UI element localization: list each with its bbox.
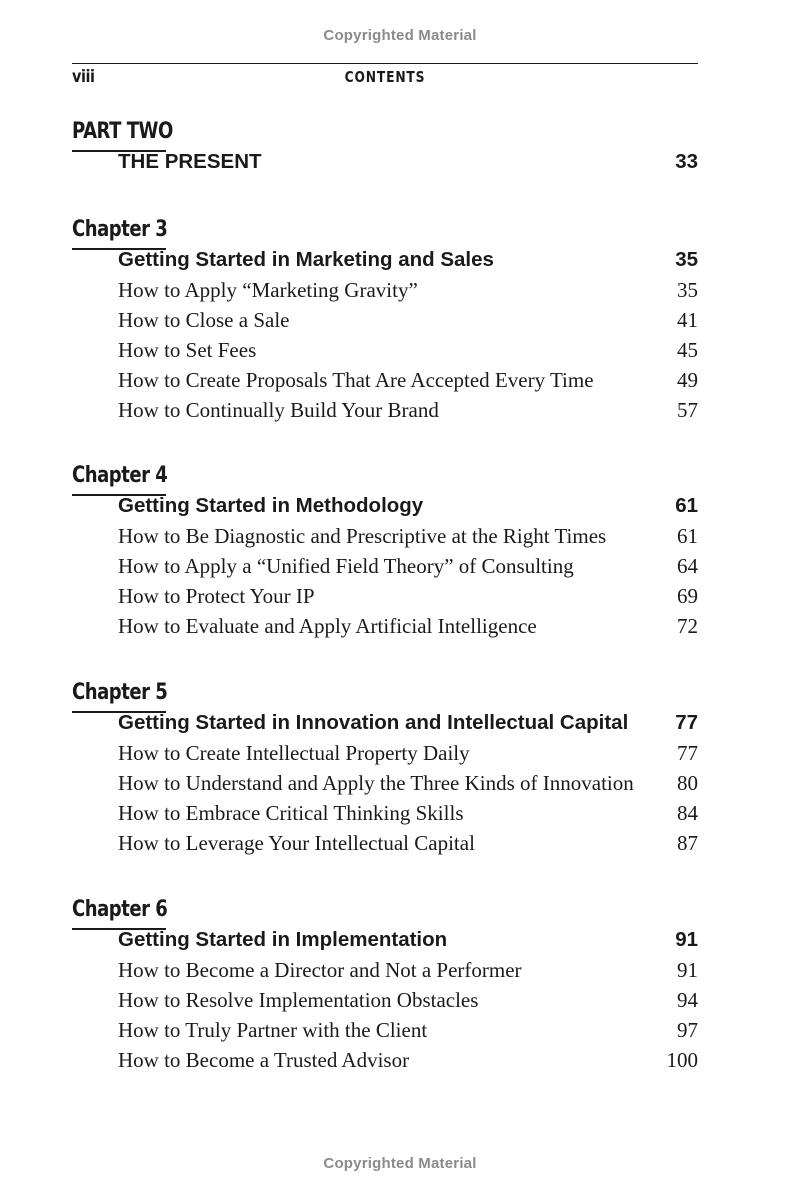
entry-page-number: 91 [677, 958, 698, 982]
entry-page-number: 80 [677, 771, 698, 795]
entry-page-number: 41 [677, 308, 698, 332]
toc-subentry[interactable] [118, 368, 698, 398]
entry-title: How to Set Fees [118, 338, 257, 362]
section-heading: Chapter 6 [72, 897, 168, 922]
entry-page-number: 61 [677, 524, 698, 548]
entry-title: How to Truly Partner with the Client [118, 1018, 428, 1042]
entry-title: How to Apply “Marketing Gravity” [118, 278, 418, 302]
toc-chapter-entry[interactable] [118, 150, 698, 180]
entry-page-number: 84 [677, 801, 698, 825]
entry-title: How to Understand and Apply the Three Kinds of Innovation [118, 771, 634, 795]
toc-subentry[interactable] [118, 278, 698, 308]
entry-title: How to Apply a “Unified Field Theory” of Consulting [118, 554, 574, 578]
toc-subentry[interactable] [118, 801, 698, 831]
watermark-bottom: Copyrighted Material [323, 1155, 477, 1172]
entry-title: How to Close a Sale [118, 308, 290, 332]
running-head [72, 63, 698, 90]
toc-section [72, 679, 698, 855]
toc-chapter-entry[interactable] [118, 928, 698, 958]
toc-subentry[interactable] [118, 958, 698, 988]
entry-title: How to Become a Trusted Advisor [118, 1048, 410, 1072]
entry-page-number: 87 [677, 831, 698, 855]
entry-page-number: 49 [677, 368, 698, 392]
entry-page-number: 64 [677, 554, 698, 578]
toc-section [72, 896, 698, 1072]
entry-title: Getting Started in Innovation and Intellectual Capital [118, 711, 629, 734]
entry-title: Getting Started in Marketing and Sales [118, 248, 494, 271]
entry-title: How to Create Intellectual Property Daily [118, 741, 470, 765]
watermark-top: Copyrighted Material [323, 27, 477, 44]
toc-subentry[interactable] [118, 338, 698, 368]
entry-title: How to Continually Build Your Brand [118, 398, 439, 422]
running-head-title: CONTENTS [344, 68, 426, 86]
toc-subentry[interactable] [118, 554, 698, 584]
entry-title: How to Create Proposals That Are Accepted Every Time [118, 368, 594, 392]
entry-title: How to Become a Director and Not a Performer [118, 958, 522, 982]
entry-title: How to Be Diagnostic and Prescriptive at the Right Times [118, 524, 607, 548]
entry-page-number: 57 [677, 398, 698, 422]
entry-title: How to Resolve Implementation Obstacles [118, 988, 479, 1012]
section-heading: Chapter 3 [72, 217, 168, 242]
entry-title: Getting Started in Implementation [118, 928, 448, 951]
entry-title: Getting Started in Methodology [118, 494, 424, 517]
toc-subentry[interactable] [118, 524, 698, 554]
entry-page-number: 91 [675, 928, 698, 951]
entry-title: How to Evaluate and Apply Artificial Intelligence [118, 614, 537, 638]
entry-page-number: 94 [677, 988, 698, 1012]
page-number: viii [72, 67, 95, 87]
entry-title: THE PRESENT [118, 150, 262, 173]
entry-page-number: 45 [677, 338, 698, 362]
entry-page-number: 35 [677, 278, 698, 302]
section-heading: PART TWO [72, 119, 173, 144]
toc-section [72, 216, 698, 422]
toc-subentry[interactable] [118, 614, 698, 644]
toc-subentry[interactable] [118, 308, 698, 338]
entry-title: How to Leverage Your Intellectual Capital [118, 831, 475, 855]
toc-section [72, 118, 698, 173]
toc-subentry[interactable] [118, 988, 698, 1018]
toc-section [72, 462, 698, 638]
entry-page-number: 69 [677, 584, 698, 608]
entry-page-number: 72 [677, 614, 698, 638]
section-heading: Chapter 5 [72, 680, 168, 705]
entry-page-number: 61 [675, 494, 698, 517]
entry-page-number: 33 [675, 150, 698, 173]
entry-page-number: 77 [677, 741, 698, 765]
toc-chapter-entry[interactable] [118, 711, 698, 741]
toc-subentry[interactable] [118, 1048, 698, 1078]
toc-subentry[interactable] [118, 741, 698, 771]
toc-subentry[interactable] [118, 771, 698, 801]
toc-subentry[interactable] [118, 1018, 698, 1048]
entry-page-number: 77 [675, 711, 698, 734]
section-heading: Chapter 4 [72, 463, 168, 488]
entry-page-number: 97 [677, 1018, 698, 1042]
entry-page-number: 100 [666, 1048, 698, 1072]
entry-title: How to Embrace Critical Thinking Skills [118, 801, 464, 825]
toc-subentry[interactable] [118, 584, 698, 614]
entry-page-number: 35 [675, 248, 698, 271]
toc-chapter-entry[interactable] [118, 494, 698, 524]
toc-subentry[interactable] [118, 398, 698, 428]
toc-subentry[interactable] [118, 831, 698, 861]
toc-chapter-entry[interactable] [118, 248, 698, 278]
entry-title: How to Protect Your IP [118, 584, 315, 608]
